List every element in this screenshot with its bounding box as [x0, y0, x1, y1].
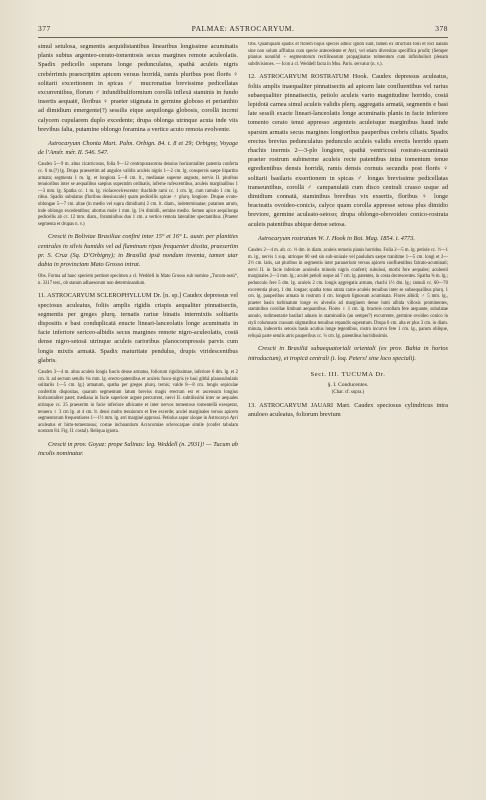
subsection-note: (Char. cf. supra.) [331, 389, 365, 395]
right-column [248, 42, 448, 782]
description-small: Caudex 5—9 m. altus cicatricosus, folia 9—12 centropurascenta densius horizontaliter patentia conferta cc. 6 m.(?) lg. Drupa praesertim ad angulos validis aculeis nigris 1—2 cm. lg. conspersis saepe bipartito armata; segmenta 1 m. lg. et longiora 5—8 cm. lt., medianae superne angusto, nervis II. pluribus tenuioribus inter se aequalibus saepius superatim ordinatis, inferne rufescentibus, aculeis marginalibus 1—3 mm. lg. Spatha cc. 1 m. lg. violaceovirescente; rhachide rami cc. 1 cm. lg. cum ramulo 1 cm. lg. ribus. Spadix subulatus (floribus densiuscule) quam pedicellis spicae ♂ plurq. longiore. Drupae ovato-oblongae 5—7 cm. altae (in medio vel supra dimidium) 2 cm. lt. diam., indeterminatae; putamen atrum, inde oblongo excedentibus; abortus mole 1 mm. lg. 1¾ dimidii, semine medio. Semen apice aequilonga pedicellis ab cc. 12 mm. diam., foraminibus duo 1 cm. a vertice remota lateraliter spectantibus. (Praeter segmenta et drupas n. v.) [38, 162, 238, 227]
page-number-right: 378 [435, 24, 448, 33]
observation: Obs. Forma ad hanc speciem pertinet specimen a cl. Weddell in Mato Grosso sub nomine „Tucum-assú“, n. 3317 test., ob statum adhaesorum non determinandum. [38, 274, 238, 286]
header-rule [38, 37, 448, 38]
locality: Crescit in Boliviae Brasiliae confini inter 15° et 16° L. austr. per planities centrales in silvis humidis vel ad flaminum ripas frequenter dissita, praesertim pr. S. Cruz (Sq. D’Orbigny); in Brasiliā ipsā nondum inventa, tamen utar dubia in provinciam Mato Grosso intrat. [38, 233, 238, 268]
description-small: Caudex 2—4 m. alt. cc. ⅓ dm. in diam. aculeis remotis planis horridus. Folia 2—5 m. lg. petiole cc. ½—1 m. lg., nervis 1 sup. utrinque 60 sed sin sub-uniuale vel paululum saepe tranitime 1—5 cm. longi et 2—2½ cm. latis, sat pluribus in segmentis inter parauerium versus apicem confluentibus falcato-acuminati; nervi II. in facie inferiore aculeolis minutis nigris conferti; subulosi, morbi fore aequales; acubeoli marginales 2—3 mm. lg.; aculei petioli usque ad 7 cm. lg. patentes, in costa decrescentes. Spatha ¾ m. lg.; pedunculo fere 5 dm. lg. aculeis 2 cm. longis aggregatis armato, rhachi 1½ dm. lg.; ramuli cc. 60—70 excerentia plurq. 1 dm. longae; spatha totus atrata carne aculeis tenuibus inter se subaequalibus plurq. 1 cm. lg. pauperibus armata in rostrum 4 cm. longum lignosum acuminata. Flores albidi; ♂ 5 mm. lg., praeter basin turbinatum longe ex alveolis ad marginem dense lumi albida villosis prominentes, staminibus corollae limbum aequantibus. Flores ♀ 1 cm. lg. bracteis corollam fere aequante, subulatae annulo, rudimentarie basilari adnato in staminodiis (an semper?) excurrente, germine ovoideo conico in styli columnam crassam stigmatibus tenuibus repandis superatum. Drupa 6 cm. alta et plus 3 cm. in diam. minuta, indecertis setosis basin acutius longe tegentibus, rostro incurvo fere 1 cm. lg., parum oblique, reliquā parte setulis atris pauperibus cc. ¼ cm. lg. patentibus horridissimis. [248, 248, 448, 339]
citation: Astrocaryum Chonta Mart. Palm. Orbign. 84. t. 8 et 29; Orbigny, Voyage de l’Amér. mér. II. 546. 547. [38, 140, 238, 157]
description-small: Caudex 3—4 m. altus aculeis longis fuscis dense armatus, foliorum rigidissimae, inferiore 6 dm. lg. et 2 cm. lt. ad sectum setulis ⅓s mm. lg. erecto-patentibus et aculeis fusco-nigris (e basi gibbā planosubulatis solitariis 1—5 cm. lg.) armatum, spatha per greges plurq. ternis; valde 8—8 cm. longis sepiculae confertim dispositas, quarum segmentum latum breviss magis erectum est et ascensum longius horizontaliter patet; mediana in facie superiore argute percurrent, nervi II. subtilissimi inter se aequales utrinque cc. 25 praeserim in facie inferiore albicante et inter nervos tomentoso tomentellā exesperat, tenuera ♀ 3 cm lg. at 4 cm. lt. densi multo tenuiorum et free excerde; aculei marginales versus apicem segmentorum frequentiores 1—1½ mm. lg. atri marginé approssi. Petiolus sapor sloque in Astrocaryo Ayri aculeatus et hirto-tomentosus; costae inchoantium Acrocomiae sclerocarpae simile (confer tabulam nostram 84. Fig. II. costal). Reliqua ignota. [38, 370, 238, 435]
page-header [38, 24, 448, 36]
subsection-heading: §. I. Conducentes. [327, 381, 369, 388]
observation: Obs. Quamquam spadix et florem hujus speciei adhuc ignoti sunt, tamen ex structura folii et loci natalis sine non solum affinitas cum specie antecedente et Ayri, vel etiam diversitas speciflica prodit; (Semper planius nonnihil + segmentorum rectilinearum propaginatas tolmentum cum infinibuliuit plenam subdivisiones. — Icon a cl. Weddell facta in Mus. Paris. servatur (n. v.). [248, 42, 448, 67]
locality: Crescit in prov. Goyaz: prope Salinas: leg. Weddell (n. 2931)! — Tucum ab incolis nominatur. [38, 440, 238, 458]
section-heading: Sect. III. TUCUMA Dr. [310, 370, 386, 378]
paragraph: simul setulosa, segmentis aequidistantibus linearibus longissime acuminatis planis subtus argenteo-cerato-tomentosis secus margines remote aculeolatis. Spadix pedicello superans longe pedunculatus, spathä aculeis nigris crebérrimis praescriptim apicem versus horridä, ramis pluribus post florës ♀ solitarii excertionem in spicas ♂ mucronatias brevissime pedicellatas excurrentibus, florum ♂ infundibuliformium corollä inflexä staminis in fundo insertis aequatë, floribus ♀ praeter stigmata in germine globoso et perianthio ad dimidium emergente(?) sessilis eique aequilonga globosis, corollä incrmi calycem cupularem duplo excedente; drupa oblonga utrinque acuta inde viis brevibus falta, putamine oblongo foramina a vertice acuto remota evolvente. [38, 43, 238, 133]
locality: Crescit in Brasiliā subaequatoriali orientali (ex prov. Bahia in hortos introductum), et tropicā centrali (t. loq. Peters! sine loco speciali). [248, 345, 448, 362]
species-entry: 12. ASTROCARYUM ROSTRATUM Hook. Caudex depressus aculeatus, foliis amplis inaequaliter pinnatisectis ad apicem late confluentibus vel rarius subaequaliter pinnatisectis, petiolo aculeis vario magnitudine horrido, costä lepidotä carnea simul aculeis validis plerq. aggregatis armatä, segmentis e basi late sessili exacte lineari-lanceolatis longe acuminatis planis in facie inferiore tomento cerato tenui appresso argenteis aculeisque marginibus haud inde sparsim armatis secus margines longioribus pauperibus crebris ciliatis. Spadix erectus brevius pedunculatus pedunculo aculeis validis erectis horrido quam rhachis inermis 2—3-plo longiore, spathā ventricosä rostrato-acuminatä praeter rostrum subinerme aculeis recte patentibus intra tomentum tenue egredientibus densis horridä, ramis densis cornuis secundis post florës ♀ solitarii basilaris exsertionem in spicas ♂ longas brevissime pedicellatas transeuntibus, corollä ♂ campanulatä cum disco centrali crasso usque ad dimidium connatä, staminibus brevibus vix exsertis, floribus ♀ longe bracteatis ovoideo-conicis, calyce quam corolla appresse setosa plus dimidio breviore, germine aculeato-setoso; drupa oblongo-obovoideo conico-rostrata aculeis patentibus ubique dense setosa. [248, 73, 448, 228]
page-number-left: 377 [38, 24, 51, 33]
species-entry: 13. ASTROCARYUM JAUARI Mart. Caudex speciosus cylindricus intra anuloeo aculeatus, foliorum brevium [248, 401, 448, 418]
left-column [38, 42, 238, 782]
running-title: PALMAE: ASTROCARYUM. [191, 24, 295, 33]
citation: Astrocaryum rostratum W. J. Hook in Bot. Mag. 1854. t. 4773. [258, 234, 415, 242]
species-entry: 11. ASTROCARYUM SCLEROPHYLLUM Dr. [n. sp.] Caudex depressus vel speciosus aculeatus, foliis amplis rigidis crispis aequaliter pinnatisectis, segmentis per greges plurq. ternatis rariue binatis intermixtis solitariis dispositis e basi conduplicatā enucte lineari-lanceolatis longe acuminatis in facie inferiore sericeo-albidis secus margines remote nigro-aculeolatis, costā dense nigro-setosā utrinque aculeis rarioribus planocompressis parvis cum longis mixtis armatä. Spadix maturitate pendulus, drupis viridescentibus glabris. [38, 292, 238, 364]
